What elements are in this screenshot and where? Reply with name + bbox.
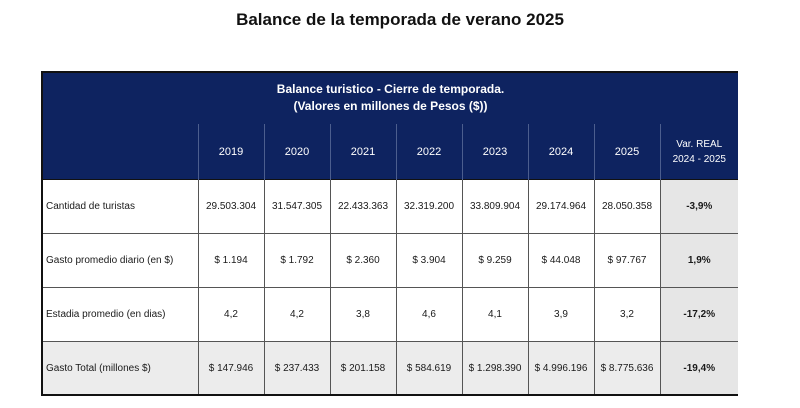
table-cell: $ 1.194 [198, 234, 264, 288]
header-empty-cell [43, 124, 198, 180]
table-row [43, 342, 738, 395]
header-year: 2021 [330, 124, 396, 180]
header-variation-line-1: Var. REAL [676, 138, 723, 150]
header-year: 2024 [528, 124, 594, 180]
header-year: 2023 [462, 124, 528, 180]
table-cell: 4,2 [264, 288, 330, 342]
table-row [43, 234, 738, 288]
table-cell: $ 1.792 [264, 234, 330, 288]
table-cell: $ 97.767 [594, 234, 660, 288]
table-cell: 22.433.363 [330, 180, 396, 234]
variation-cell: -17,2% [660, 288, 738, 342]
table-banner [43, 73, 738, 124]
table-cell: $ 1.298.390 [462, 342, 528, 395]
header-year: 2022 [396, 124, 462, 180]
table-caption [43, 73, 738, 124]
header-variation-line-2: 2024 - 2025 [672, 153, 726, 165]
column-header-row [43, 124, 738, 180]
table-cell: $ 584.619 [396, 342, 462, 395]
row-label: Gasto promedio diario (en $) [43, 234, 198, 288]
table-cell: 29.503.304 [198, 180, 264, 234]
table-row [43, 288, 738, 342]
table-cell: $ 147.946 [198, 342, 264, 395]
header-variation [660, 124, 738, 180]
tourism-balance-table [41, 71, 738, 396]
table-cell: 3,2 [594, 288, 660, 342]
page-title: Balance de la temporada de verano 2025 [236, 10, 564, 29]
header-year: 2025 [594, 124, 660, 180]
table-cell: $ 237.433 [264, 342, 330, 395]
table-cell: 28.050.358 [594, 180, 660, 234]
row-label: Gasto Total (millones $) [43, 342, 198, 395]
table-cell: 3,8 [330, 288, 396, 342]
variation-cell: -3,9% [660, 180, 738, 234]
table-cell: 4,1 [462, 288, 528, 342]
table-cell: 32.319.200 [396, 180, 462, 234]
header-year: 2019 [198, 124, 264, 180]
table-cell: $ 201.158 [330, 342, 396, 395]
table-cell: 33.809.904 [462, 180, 528, 234]
table-cell: 4,2 [198, 288, 264, 342]
header-year: 2020 [264, 124, 330, 180]
row-label: Cantidad de turistas [43, 180, 198, 234]
table-cell: 4,6 [396, 288, 462, 342]
table-cell: $ 3.904 [396, 234, 462, 288]
caption-line-2: (Valores en millones de Pesos ($)) [293, 99, 488, 113]
data-table [43, 73, 738, 394]
table-cell: $ 9.259 [462, 234, 528, 288]
table-cell: $ 44.048 [528, 234, 594, 288]
table-cell: 3,9 [528, 288, 594, 342]
table-cell: $ 8.775.636 [594, 342, 660, 395]
variation-cell: 1,9% [660, 234, 738, 288]
table-row [43, 180, 738, 234]
table-cell: 29.174.964 [528, 180, 594, 234]
caption-line-1: Balance turistico - Cierre de temporada. [276, 82, 505, 96]
table-cell: $ 4.996.196 [528, 342, 594, 395]
row-label: Estadia promedio (en dias) [43, 288, 198, 342]
table-cell: $ 2.360 [330, 234, 396, 288]
table-cell: 31.547.305 [264, 180, 330, 234]
variation-cell: -19,4% [660, 342, 738, 395]
